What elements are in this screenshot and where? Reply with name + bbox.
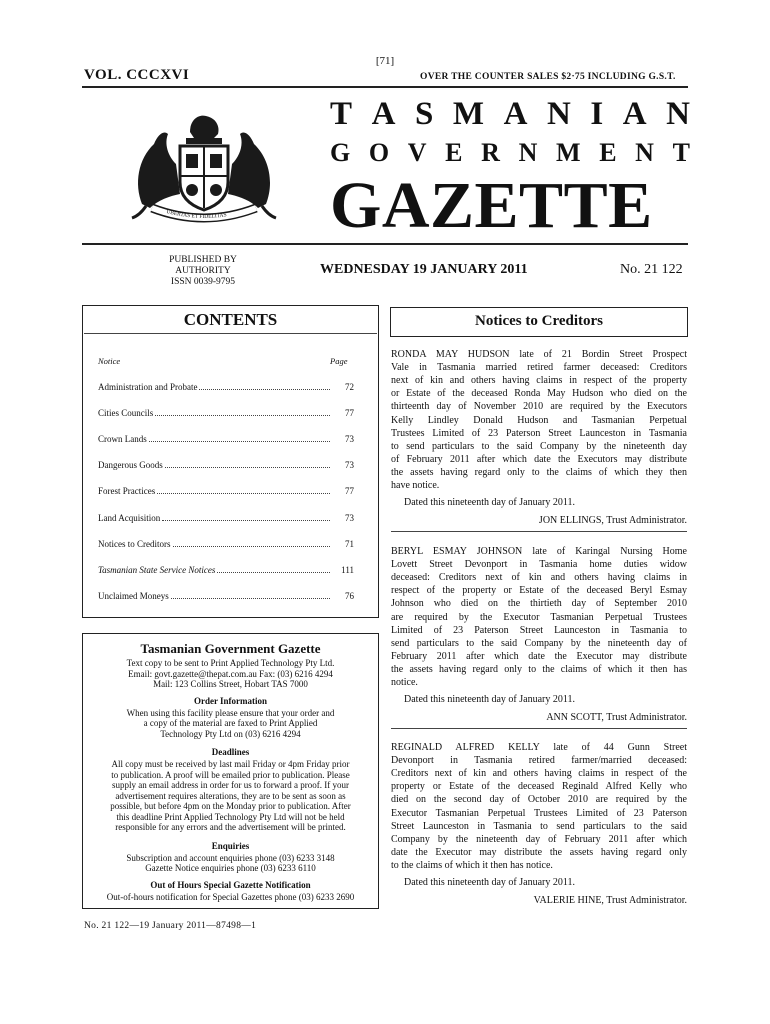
page-footer: No. 21 122—19 January 2011—87498—1 xyxy=(84,921,257,931)
title-letter: G xyxy=(330,138,351,167)
notice-line: Kelly Lindley Donald Hudson and Tasmanian Perpetual xyxy=(391,414,687,426)
published-by-line: AUTHORITY xyxy=(175,266,231,276)
title-letter: S xyxy=(414,96,434,132)
title-letter: N xyxy=(635,138,654,167)
deadlines-line: to publication. A proof will be emailed prior to publication. Please xyxy=(111,769,350,780)
contents-leader-dots xyxy=(171,598,330,599)
contents-leader-dots xyxy=(217,572,330,573)
deadlines-line: possible, but before 4pm on the Monday prior to publication. After xyxy=(110,801,351,811)
out-of-hours-line: Out-of-hours notification for Special Gazettes phone (03) 6233 2690 xyxy=(106,891,355,902)
title-gazette: GAZETTE xyxy=(330,169,653,242)
notice-dated: Dated this nineteenth day of January 2011. xyxy=(404,877,575,888)
title-letter: M xyxy=(556,138,581,167)
contents-item-page: 111 xyxy=(341,564,354,575)
enquiries-line: Gazette Notice enquiries phone (03) 6233 6110 xyxy=(145,863,316,873)
notice-line: of February 2011 after which date the Executors may distribute xyxy=(391,453,687,465)
price-notice: OVER THE COUNTER SALES $2·75 INCLUDING G.S.T. xyxy=(420,72,676,82)
notice-line: Johnson who died on the thirtieth day of September 2010 xyxy=(391,598,687,610)
contents-item xyxy=(98,565,354,575)
contents-item xyxy=(98,434,354,444)
title-letter: T xyxy=(330,96,353,132)
gazette-info-line: Email: govt.gazette@thepat.com.au Fax: (03) 6216 4294 xyxy=(128,668,333,679)
contents-leader-dots xyxy=(199,389,330,390)
notice-line: Street Launceston in Tasmania to send particulars to the said xyxy=(391,820,687,832)
contents-item-label: Crown Lands xyxy=(98,434,147,445)
notice-line: Company by the nineteenth day of February 2011 after which xyxy=(391,833,687,845)
gazette-info-title: Tasmanian Government Gazette xyxy=(140,641,321,656)
contents-item-label: Dangerous Goods xyxy=(98,460,163,471)
contents-item-label: Notices to Creditors xyxy=(98,538,171,549)
volume-label: VOL. CCCXVI xyxy=(84,67,190,83)
deadlines-heading: Deadlines xyxy=(211,747,250,757)
contents-item-page: 72 xyxy=(345,382,354,392)
notice-line: date the Executor may distribute the assets having regard only xyxy=(391,846,687,858)
enquiries-heading: Enquiries xyxy=(211,840,250,851)
contents-item-page: 71 xyxy=(345,538,354,549)
contents-item-page: 77 xyxy=(345,486,354,497)
contents-item-page: 73 xyxy=(345,512,354,523)
title-letter: T xyxy=(672,138,690,167)
page-number: [71] xyxy=(375,55,395,67)
contents-item-label: Tasmanian State Service Notices xyxy=(98,564,216,575)
contents-item-label: Administration and Probate xyxy=(98,382,198,392)
contents-item-label: Land Acquisition xyxy=(98,512,161,523)
notice-line: thirteenth day of November 2010 are required by the Executors xyxy=(391,401,687,413)
title-letter: E xyxy=(445,138,463,167)
contents-title: CONTENTS xyxy=(183,310,278,329)
contents-leader-dots xyxy=(155,415,330,416)
notice-line: February 2011 after which date the Executor may distribute xyxy=(391,650,687,662)
notice-line: the assets having regard only to the claims of which they then xyxy=(391,466,687,478)
published-by-line: PUBLISHED BY xyxy=(169,255,237,265)
notice-line: RONDA MAY HUDSON late of 21 Bordin Street Prospect xyxy=(391,349,687,360)
notice-line: to send particulars to the said Company by the nineteenth day xyxy=(391,440,687,452)
contents-item xyxy=(98,539,354,549)
contents-item-label: Forest Practices xyxy=(98,486,156,497)
order-line: a copy of the material are faxed to Print Applied xyxy=(143,718,318,728)
notice-line: to the claims of which it then has notice. xyxy=(391,859,553,871)
contents-rule xyxy=(84,333,377,334)
out-of-hours-heading: Out of Hours Special Gazette Notification xyxy=(150,879,311,890)
notice-line: or Estate of the deceased Ronda May Hudson who died on the xyxy=(391,388,687,400)
deadlines-line: All copy must be received by last mail Friday or 4pm Friday prior xyxy=(111,759,350,769)
contents-item-label: Unclaimed Moneys xyxy=(98,590,169,601)
notice-line: Lovett Street Devonport in Tasmania home duties widow xyxy=(391,559,687,571)
notice-line: Vale in Tasmania married retired farmer deceased: Creditors xyxy=(391,362,687,374)
gazette-info-line: Mail: 123 Collins Street, Hobart TAS 7000 xyxy=(153,679,308,689)
order-line: When using this facility please ensure that your order and xyxy=(126,707,335,718)
title-letter: N xyxy=(518,138,538,167)
contents-item xyxy=(98,382,354,392)
contents-item-page: 73 xyxy=(345,460,354,471)
order-line: Technology Pty Ltd on (03) 6216 4294 xyxy=(160,728,301,739)
title-letter: O xyxy=(368,138,390,167)
title-letter: I xyxy=(590,96,604,132)
notice-line: BERYL ESMAY JOHNSON late of Karingal Nursing Home xyxy=(391,546,687,557)
notice-line: REGINALD ALFRED KELLY late of 44 Gunn Street xyxy=(391,742,687,753)
contents-leader-dots xyxy=(173,546,331,547)
gazette-info-line: Text copy to be sent to Print Applied Technology Pty Ltd. xyxy=(126,658,335,668)
issue-number: No. 21 122 xyxy=(620,262,683,277)
notices-title: Notices to Creditors xyxy=(474,313,604,329)
contents-leader-dots xyxy=(149,441,330,442)
deadlines-line: advertisement requires alterations, they are to be sent as soon as xyxy=(115,790,346,801)
title-tasmanian xyxy=(330,96,690,133)
crest-motto: UBERTAS ET FIDELITAS xyxy=(165,208,228,221)
contents-col-notice: Notice xyxy=(98,356,121,366)
notice-line: Trustees Limited of 23 Paterson Street Launceston in Tasmania xyxy=(391,427,687,439)
notice-signatory: VALERIE HINE, Trust Administrator. xyxy=(533,895,687,906)
deadlines-line: supply an email address in order for us to forward a proof. If your xyxy=(112,780,349,790)
notice-line: notice. xyxy=(391,677,418,688)
published-by-line: ISSN 0039-9795 xyxy=(170,277,236,287)
notice-line: property or Estate of the deceased Reginald Alfred Kelly who xyxy=(391,781,687,793)
notice-signatory: ANN SCOTT, Trust Administrator. xyxy=(546,712,687,724)
deadlines-line: this deadline Print Applied Technology Pty Ltd will not be held xyxy=(116,811,345,822)
contents-item xyxy=(98,513,354,523)
notice-line: Limited of 23 Paterson Street Launceston in Tasmania to xyxy=(391,624,687,636)
notice-line: Executor Tasmanian Perpetual Trustees Limited of 23 Paterson xyxy=(391,807,687,819)
title-letter: R xyxy=(481,138,500,167)
header-rule-bottom xyxy=(82,243,688,245)
notice-line: deceased: Creditors next of kin and others having claims in xyxy=(391,572,687,584)
title-letter: E xyxy=(599,138,617,167)
notice-dated: Dated this nineteenth day of January 2011. xyxy=(404,497,575,509)
title-letter: M xyxy=(452,96,485,132)
notice-signatory: JON ELLINGS, Trust Administrator. xyxy=(538,515,687,527)
title-letter: A xyxy=(622,96,647,132)
contents-item xyxy=(98,591,354,601)
issue-date: WEDNESDAY 19 JANUARY 2011 xyxy=(320,262,528,277)
notice-line: respect of the property or Estate of the deceased Beryl Esmay xyxy=(391,585,687,597)
notice-line: send particulars to the said Company by the nineteenth day of xyxy=(391,637,687,649)
title-letter: A xyxy=(503,96,528,132)
contents-item-page: 76 xyxy=(345,590,354,601)
notice-line: have notice. xyxy=(391,480,440,491)
contents-col-page: Page xyxy=(330,356,348,366)
notice-line: are required by the Executor Tasmanian Perpetual Trustees xyxy=(391,611,687,623)
header-rule xyxy=(82,86,688,88)
contents-leader-dots xyxy=(165,467,330,468)
notice-line: the assets having regard only to the claims of which it then has xyxy=(391,663,687,675)
contents-item-page: 77 xyxy=(345,408,354,419)
title-letter: N xyxy=(666,96,690,132)
title-letter: A xyxy=(371,96,396,132)
contents-item-label: Cities Councils xyxy=(98,408,154,419)
contents-leader-dots xyxy=(162,520,330,521)
title-government xyxy=(330,138,690,168)
notice-line: next of kin and others having claims in respect of the property xyxy=(391,375,687,387)
contents-leader-dots xyxy=(157,493,330,494)
order-heading: Order Information xyxy=(193,695,268,706)
published-by xyxy=(150,255,256,288)
contents-item xyxy=(98,460,354,470)
deadlines-line: responsible for any errors and the advertisement will be printed. xyxy=(115,822,346,832)
notice-divider xyxy=(391,728,687,729)
contents-item xyxy=(98,408,354,418)
notice-line: died on the second day of October 2010 are required by the xyxy=(391,794,687,806)
contents-item xyxy=(98,486,354,496)
notice-line: Creditors next of kin and others having claims in respect of the xyxy=(391,768,687,780)
contents-item-page: 73 xyxy=(345,434,354,445)
title-letter: N xyxy=(546,96,571,132)
notice-line: Devonport in Tasmania retired farmer/married deceased: xyxy=(391,755,687,767)
notice-divider xyxy=(391,531,687,532)
title-letter: V xyxy=(407,138,427,167)
notice-dated: Dated this nineteenth day of January 2011. xyxy=(404,694,575,706)
enquiries-line: Subscription and account enquiries phone (03) 6233 3148 xyxy=(126,852,335,863)
coat-of-arms-icon xyxy=(124,104,284,224)
